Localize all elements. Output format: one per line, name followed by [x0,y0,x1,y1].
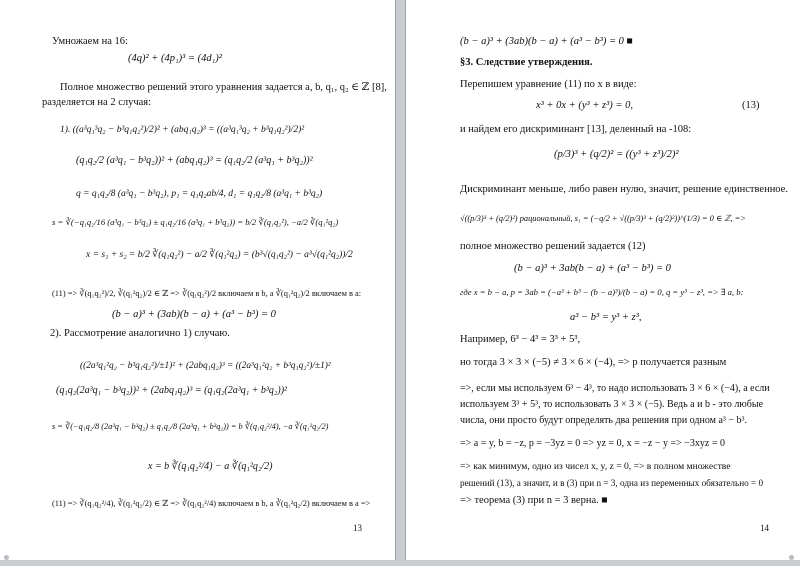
equation-number: (13) [742,100,760,111]
equation: q = q₁q₂/8 (a³q₁ − b³q₂), p₁ = q₁q₂ab/4, d₁ = q₁q₂/8 (a³q₁ + b³q₂) [76,189,323,199]
text-line: полное множество решений задается (12) [460,241,646,252]
text-line: => теорема (3) при n = 3 верна. ■ [460,495,608,506]
equation: a³ − b³ = y³ + z³, [570,312,642,323]
text-line: (11) => ∛(q₁q₂²/4), ∛(q₁²q₂/2) ∈ ℤ => ∛(q₁q₂²/4) включаем в b, а ∛(q₁²q₂/2) включаем в a => [52,499,371,508]
text-line: числа, они просто будут определять два решения при одном a³ − b³. [460,415,748,426]
equation: (4q)² + (4p₁)³ = (4d₁)² [128,53,222,64]
section-heading: §3. Следствие утверждения. [460,57,593,68]
equation: s = ∛(−q₁q₂/16 (a³q₁ − b³q₂) ± q₁q₂/16 (a³q₁ + b³q₂)) = b/2 ∛(q₁q₂²), −a/2 ∛(q₁²q₂) [52,217,339,227]
equation: (b − a)³ + 3ab(b − a) + (a³ − b³) = 0 [514,263,671,274]
scroll-indicator [4,555,9,560]
text-line: решений (13), а значит, и в (3) при n = 3, одна из переменных обязательно = 0 [460,478,764,488]
equation: s = ∛(−q₁q₂/8 (2a³q₁ − b³q₂) ± q₁q₂/8 (2a³q₁ + b³q₂)) = b ∛(q₁q₂²/4), −a ∛(q₁²q₂/2) [52,422,329,431]
text-line: используем 3³ + 5³, то использовать 3 × 3 × (−5). Ведь a и b - это любые [460,399,764,410]
page-edge [395,0,396,560]
text-line: но тогда 3 × 3 × (−5) ≠ 3 × 6 × (−4), => p получается разным [460,357,727,368]
equation: (b − a)³ + (3ab)(b − a) + (a³ − b³) = 0 ■ [460,36,633,47]
text-line: и найдем его дискриминант [13], деленный на -108: [460,124,692,135]
equation: (q₁q₂/2 (a³q₁ − b³q₂))² + (abq₁q₂)³ = (q₁q₂/2 (a³q₁ + b³q₂))² [76,155,313,166]
equation: (q₁q₂(2a³q₁ − b³q₂))² + (2abq₁q₂)³ = (q₁q₂(2a³q₁ + b³q₂))² [56,385,288,396]
text-line: =>, если мы используем 6³ − 4³, то надо использовать 3 × 6 × (−4), а если [460,383,770,394]
document-page-left [0,0,395,560]
equation: ((2a³q₁²q₂ − b³q₁q₂²)/±1)² + (2abq₁q₂)³ = ((2a³q₁²q₂ + b³q₁q₂²)/±1)² [80,361,331,371]
text-line: Дискриминант меньше, либо равен нулю, значит, решение единственное. [460,184,788,195]
text-line: Умножаем на 16: [52,36,128,47]
equation: где x = b − a, p = 3ab = (−a³ + b³ − (b − a)³)/(b − a) = 0, q = y³ − z³, => ∃ a, b: [460,287,744,297]
text-line: (11) => ∛(q₁q₂²)/2, ∛(q₁²q₂)/2 ∈ ℤ => ∛(q₁q₂²)/2 включаем в b, а ∛(q₁²q₂)/2 включаем в a: [52,289,362,298]
text-line: разделяется на 2 случая: [42,97,152,108]
equation: x = s₁ + s₂ = b/2 ∛(q₁q₂²) − a/2 ∛(q₁²q₂) = (b³√(q₁q₂²) − a³√(q₁²q₂))/2 [86,250,353,260]
text-line: => a = y, b = −z, p = −3yz = 0 => yz = 0, x = −z − y => −3xyz = 0 [460,438,725,449]
scroll-indicator [789,555,794,560]
text-line: Полное множество решений этого уравнения задается a, b, q₁, q₂ ∈ ℤ [8], [60,82,387,93]
equation: (p/3)³ + (q/2)² = ((y³ + z³)/2)² [554,149,679,160]
equation: x³ + 0x + (y³ + z³) = 0, [536,100,633,111]
text-line: Перепишем уравнение (11) по x в виде: [460,79,637,90]
equation: x = b ∛(q₁q₂²/4) − a ∛(q₁²q₂/2) [148,461,273,472]
page-number: 14 [760,523,769,533]
document-page-right [406,0,800,560]
page-number: 13 [353,523,362,533]
text-line: => как минимум, одно из чисел x, y, z = 0, => в полном множестве [460,461,731,472]
page-edge [405,0,406,560]
text-line: Например, 6³ − 4³ = 3³ + 5³, [460,334,581,345]
text-line: 2). Рассмотрение аналогично 1) случаю. [50,328,230,339]
equation: √((p/3)³ + (q/2)²) рациональный, s₁ = (−q/2 + √((p/3)³ + (q/2)²))^(1/3) = 0 ∈ ℤ, => [460,214,746,223]
equation: (b − a)³ + (3ab)(b − a) + (a³ − b³) = 0 [112,309,276,320]
equation: 1). ((a³q₁³q₂ − b³q₁q₂²)/2)² + (abq₁q₂)³ = ((a³q₁³q₂ + b³q₁q₂²)/2)² [60,125,305,135]
